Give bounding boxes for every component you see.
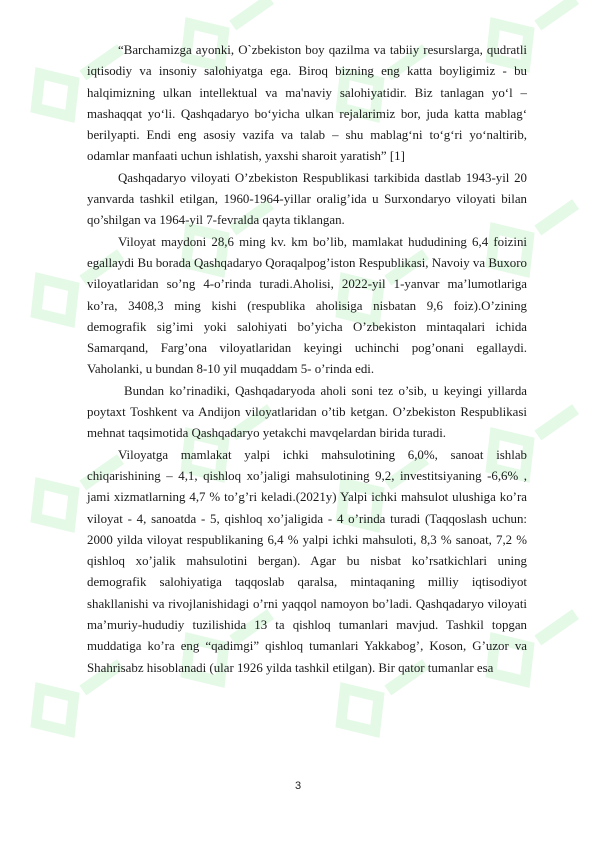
paragraph-history: Qashqadaryo viloyati O’zbekiston Respublikasi tarkibida dastlab 1943-yil 20 yanvarda tashkil etilgan, 1960-1964-yillar oralig’ida u Surxondaryo viloyati bilan qo’shilgan va 1964-yil 7-fevralda qayta tiklangan. — [87, 170, 527, 228]
paragraph-area-population: Viloyat maydoni 28,6 ming kv. km bo’lib, mamlakat hududining 6,4 foizini egallaydi Bu borada Qashqadaryo Qoraqalpog’iston Respublikasi, Navoiy va Buxoro viloyatlaridan so’ng 4-o’rinda turadi.Aholisi, 2022-yil 1-yanvar ma’lumotlariga ko’ra, 3408,3 ming kishi (respublika aholisiga nisbatan 9,6 foiz).O’zining demografik sig’imi yoki salohiyati bo’yicha O’zbekiston mintaqalari ichida Samarqand, Farg’ona viloyatlaridan keyingi uchinchi pog’onani egallaydi. Vaholanki, u bundan 8-10 yil muqaddam 5- o’rinda edi. — [87, 234, 527, 377]
page-number: 3 — [294, 780, 302, 792]
body-text — [87, 40, 527, 679]
paragraph-economy: Viloyatga mamlakat yalpi ichki mahsulotining 6,0%, sanoat ishlab chiqarishining – 4,1, qishloq xo’jaligi mahsulotining 9,2, investitsiyaning -6,6% , jami xizmatlarning 4,7 % to’g’ri keladi.(2021y) Yalpi ichki mahsulot ulushiga ko’ra viloyat - 4, sanoatda - 5, qishloq xo’jaligida - 4 o’rinda turadi (Taqqoslash uchun: 2000 yilda viloyat respublikaning 6,4 % yalpi ichki mahsuloti, 8,3 % sanoat, 7,2 % qishloq xo’jalik mahsulotini bergan). Agar bu nisbat ko’rsatkichlari uning demografik salohiyatiga taqqoslab qaralsa, mintaqaning milliy iqtisodiyot shakllanishi va rivojlanishidagi o’rni yaqqol namoyon bo’ladi. Qashqadaryo viloyati ma’muriy-hududiy tuzilishida 13 ta qishloq tumanlari mavjud. Tashkil topgan muddatiga ko’ra eng “qadimgi” qishloq tumanlari Yakkabog’, Koson, G’uzor va Shahrisabz hisoblanadi (ular 1926 yilda tashkil etilgan). Bir qator tumanlar esa — [87, 447, 527, 675]
paragraph-growth: Bundan ko’rinadiki, Qashqadaryoda aholi soni tez o’sib, u keyingi yillarda poytaxt Toshkent va Andijon viloyatlaridan o’tib ketgan. O’zbekiston Respublikasi mehnat taqsimotida Qashqadaryo yetakchi mavqelardan birida turadi. — [87, 383, 527, 441]
paragraph-quote: “Barchamizga ayonki, O`zbekiston boy qazilma va tabiiy resurslarga, qudratli iqtisodiy va insoniy salohiyatga ega. Biroq bizning eng katta boyligimiz - bu halqimizning ulkan intellektual va ma'naviy salohiyatidir. Biz tanlagan yo‘l – mashaqqat yo‘li. Qashqadaryo bo‘yicha ulkan rejalarimiz bor, juda katta mablag‘ berilyapti. Endi eng asosiy vazifa va talab – shu mablag‘ni to‘g‘ri yo‘naltirib, odamlar manfaati uchun ishlatish, yaxshi sharoit yaratish” [1] — [87, 43, 527, 164]
